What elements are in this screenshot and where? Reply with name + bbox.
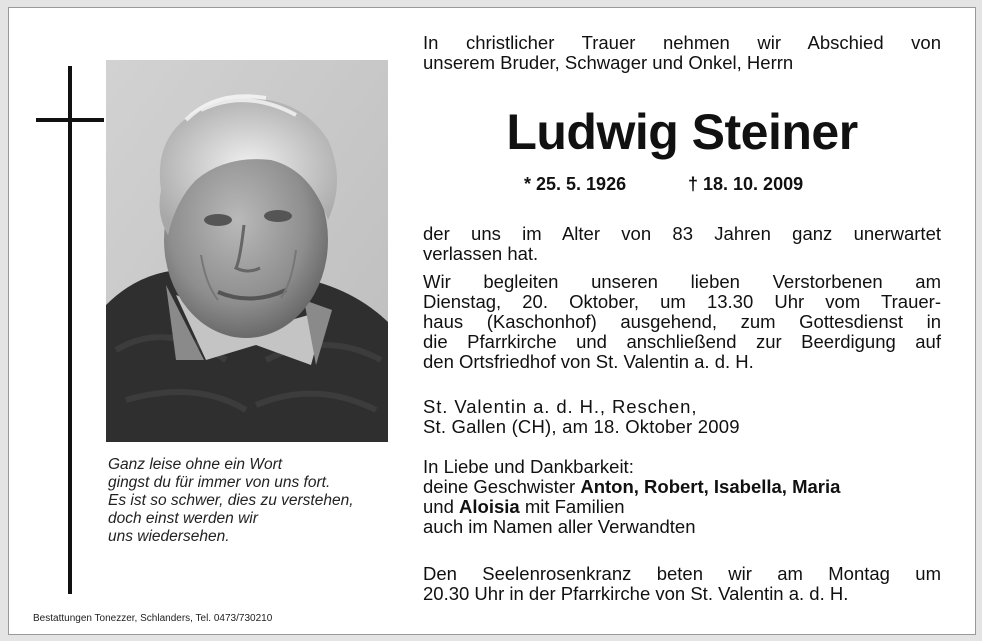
deceased-name: Ludwig Steiner xyxy=(506,104,858,160)
funeral-line: haus (Kaschonhof) ausgehend, zum Gottesdienst in xyxy=(423,311,941,332)
rosary-text xyxy=(423,564,941,604)
birth-date: * 25. 5. 1926 xyxy=(524,174,627,194)
poem-line: doch einst werden wir xyxy=(108,510,258,527)
cross-icon-bar xyxy=(36,118,104,122)
mourners-prefix: und xyxy=(423,496,460,517)
intro-line: unserem Bruder, Schwager und Onkel, Herrn xyxy=(423,52,794,73)
mourners-prefix: deine Geschwister xyxy=(423,476,581,497)
place-line: St. Valentin a. d. H., Reschen, xyxy=(423,396,698,417)
portrait-photo xyxy=(106,60,388,442)
passing-line: verlassen hat. xyxy=(423,243,539,264)
intro-text xyxy=(423,33,941,73)
mourners-line: auch im Namen aller Verwandten xyxy=(423,516,696,537)
mourners-line xyxy=(423,497,941,517)
death-date: † 18. 10. 2009 xyxy=(688,174,804,194)
rosary-line: Den Seelenrosenkranz beten wir am Montag um xyxy=(423,563,941,584)
funeral-text xyxy=(423,272,941,372)
funeral-line: Dienstag, 20. Oktober, um 13.30 Uhr vom Trauer- xyxy=(423,291,941,312)
mourners-line xyxy=(423,477,941,497)
mourners-line: In Liebe und Dankbarkeit: xyxy=(423,456,634,477)
poem xyxy=(108,456,398,546)
rosary-line: 20.30 Uhr in der Pfarrkirche von St. Valentin a. d. H. xyxy=(423,583,849,604)
mourners-text xyxy=(423,457,941,537)
mourners-suffix: mit Familien xyxy=(519,496,625,517)
funeral-line: Wir begleiten unseren lieben Verstorbenen am xyxy=(423,271,941,292)
funeral-home-credit: Bestattungen Tonezzer, Schlanders, Tel. 0473/730210 xyxy=(33,613,273,624)
passing-text xyxy=(423,224,941,264)
passing-line: der uns im Alter von 83 Jahren ganz unerwartet xyxy=(423,223,941,244)
cross-icon xyxy=(68,66,72,594)
poem-line: uns wiedersehen. xyxy=(108,528,230,545)
intro-line: In christlicher Trauer nehmen wir Abschied von xyxy=(423,32,941,53)
poem-line: gingst du für immer von uns fort. xyxy=(108,474,331,491)
place-date xyxy=(423,397,941,437)
poem-line: Es ist so schwer, dies zu verstehen, xyxy=(108,492,354,509)
funeral-line: den Ortsfriedhof von St. Valentin a. d. H. xyxy=(423,351,754,372)
sibling-names: Anton, Robert, Isabella, Maria xyxy=(580,476,841,497)
poem-line: Ganz leise ohne ein Wort xyxy=(108,456,283,473)
place-line: St. Gallen (CH), am 18. Oktober 2009 xyxy=(423,416,740,437)
sibling-name: Aloisia xyxy=(459,496,520,517)
funeral-line: die Pfarrkirche und anschließend zur Beerdigung auf xyxy=(423,331,941,352)
